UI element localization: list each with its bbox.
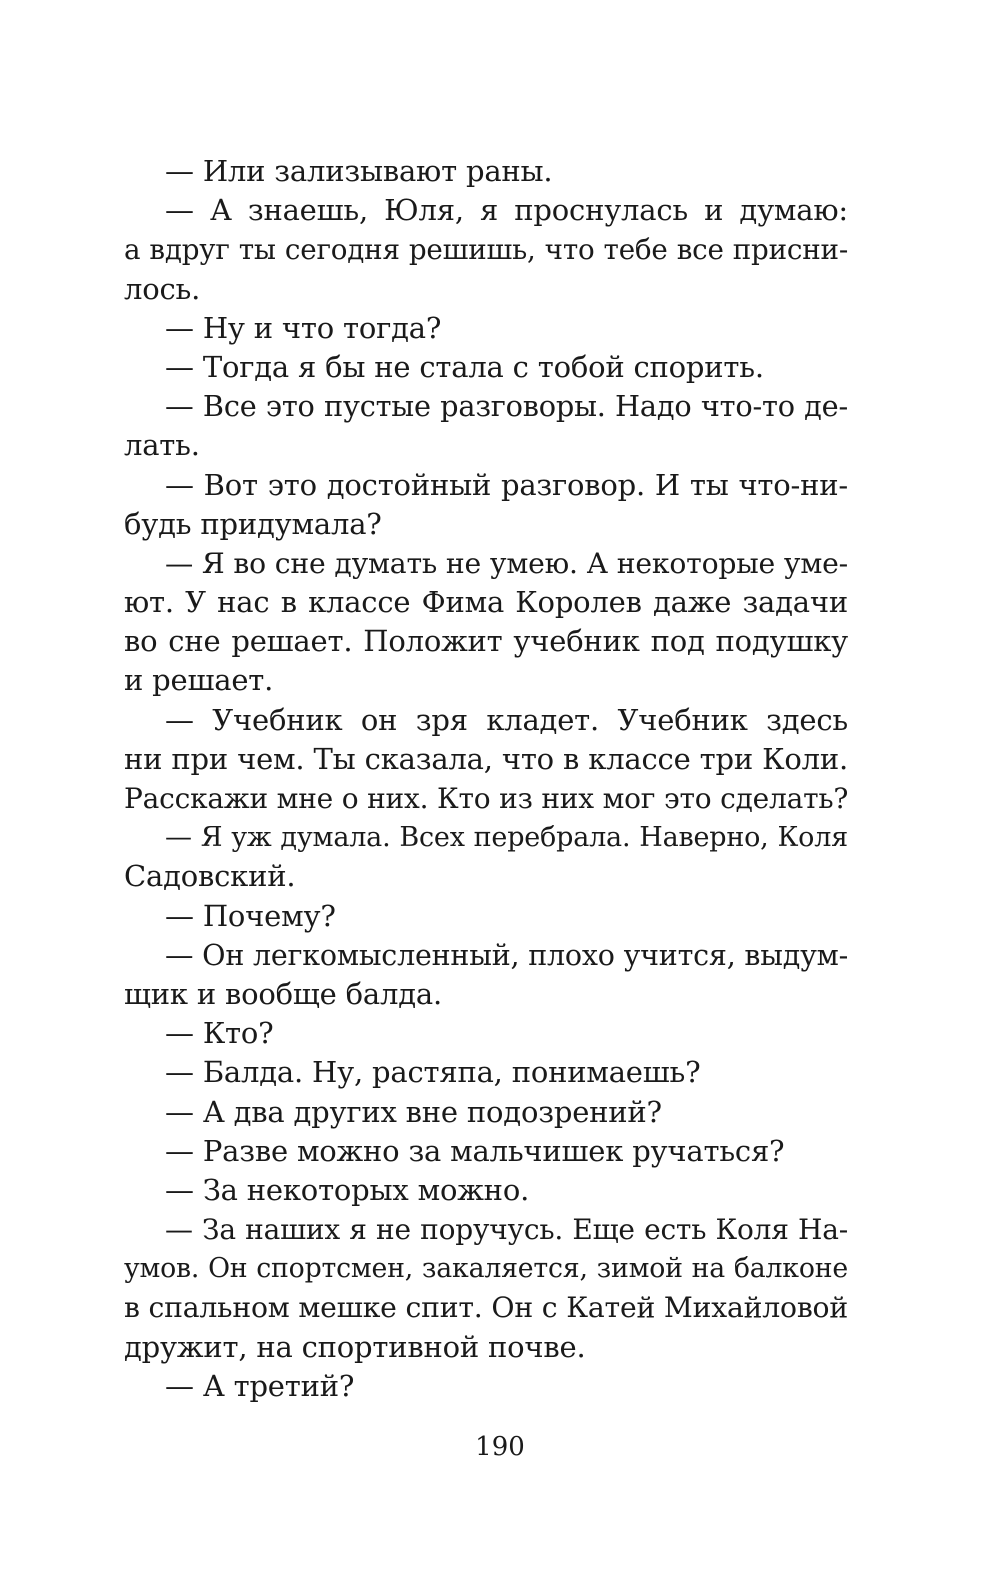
- text-line: — А два других вне подозрений?: [165, 1094, 662, 1129]
- text-line: — А знаешь, Юля, я проснулась и думаю:: [165, 193, 848, 228]
- text-line: — Балда. Ну, растяпа, понимаешь?: [165, 1055, 701, 1090]
- text-line: умов. Он спортсмен, закаляется, зимой на балконе: [124, 1253, 848, 1285]
- text-line: — Он легкомысленный, плохо учится, выдум-: [165, 938, 849, 972]
- text-line: — Я во сне думать не умею. А некоторые уме-: [165, 546, 848, 580]
- text-line: ни при чем. Ты сказала, что в классе три Коли.: [124, 741, 848, 776]
- text-line: — Все это пустые разговоры. Надо что-то де-: [165, 389, 848, 424]
- text-line: Садовский.: [124, 859, 296, 894]
- text-line: лать.: [124, 428, 200, 463]
- text-line: лось.: [124, 271, 201, 306]
- text-line: — А третий?: [165, 1368, 355, 1403]
- text-line: — Учебник он зря кладет. Учебник здесь: [165, 702, 848, 737]
- text-line: ют. У нас в классе Фима Королев даже задачи: [124, 585, 848, 620]
- text-line: Расскажи мне о них. Кто из них мог это сделать?: [124, 782, 849, 815]
- text-line: в спальном мешке спит. Он с Катей Михайловой: [124, 1291, 848, 1325]
- text-line: а вдруг ты сегодня решишь, что тебе все присни-: [124, 233, 848, 267]
- text-line: — За наших я не поручусь. Еще есть Коля На-: [165, 1213, 848, 1247]
- text-line: — За некоторых можно.: [165, 1172, 530, 1207]
- text-line: щик и вообще балда.: [124, 976, 442, 1011]
- text-line: и решает.: [124, 663, 274, 698]
- text-line: дружит, на спортивной почве.: [124, 1329, 586, 1364]
- text-line: — Вот это достойный разговор. И ты что-ни-: [165, 467, 848, 502]
- body-text: [124, 152, 848, 1406]
- text-line: — Ну и что тогда?: [165, 310, 442, 345]
- text-line: — Тогда я бы не стала с тобой спорить.: [165, 349, 764, 384]
- text-line: — Почему?: [165, 898, 336, 933]
- text-line: — Я уж думала. Всех перебрала. Наверно, Коля: [165, 822, 848, 854]
- text-line: во сне решает. Положит учебник под подушку: [124, 624, 848, 659]
- page-number: 190: [475, 1432, 525, 1462]
- text-line: будь придумала?: [124, 506, 382, 541]
- text-line: — Кто?: [165, 1016, 274, 1051]
- text-line: — Разве можно за мальчишек ручаться?: [165, 1133, 785, 1168]
- text-line: — Или зализывают раны.: [165, 154, 553, 188]
